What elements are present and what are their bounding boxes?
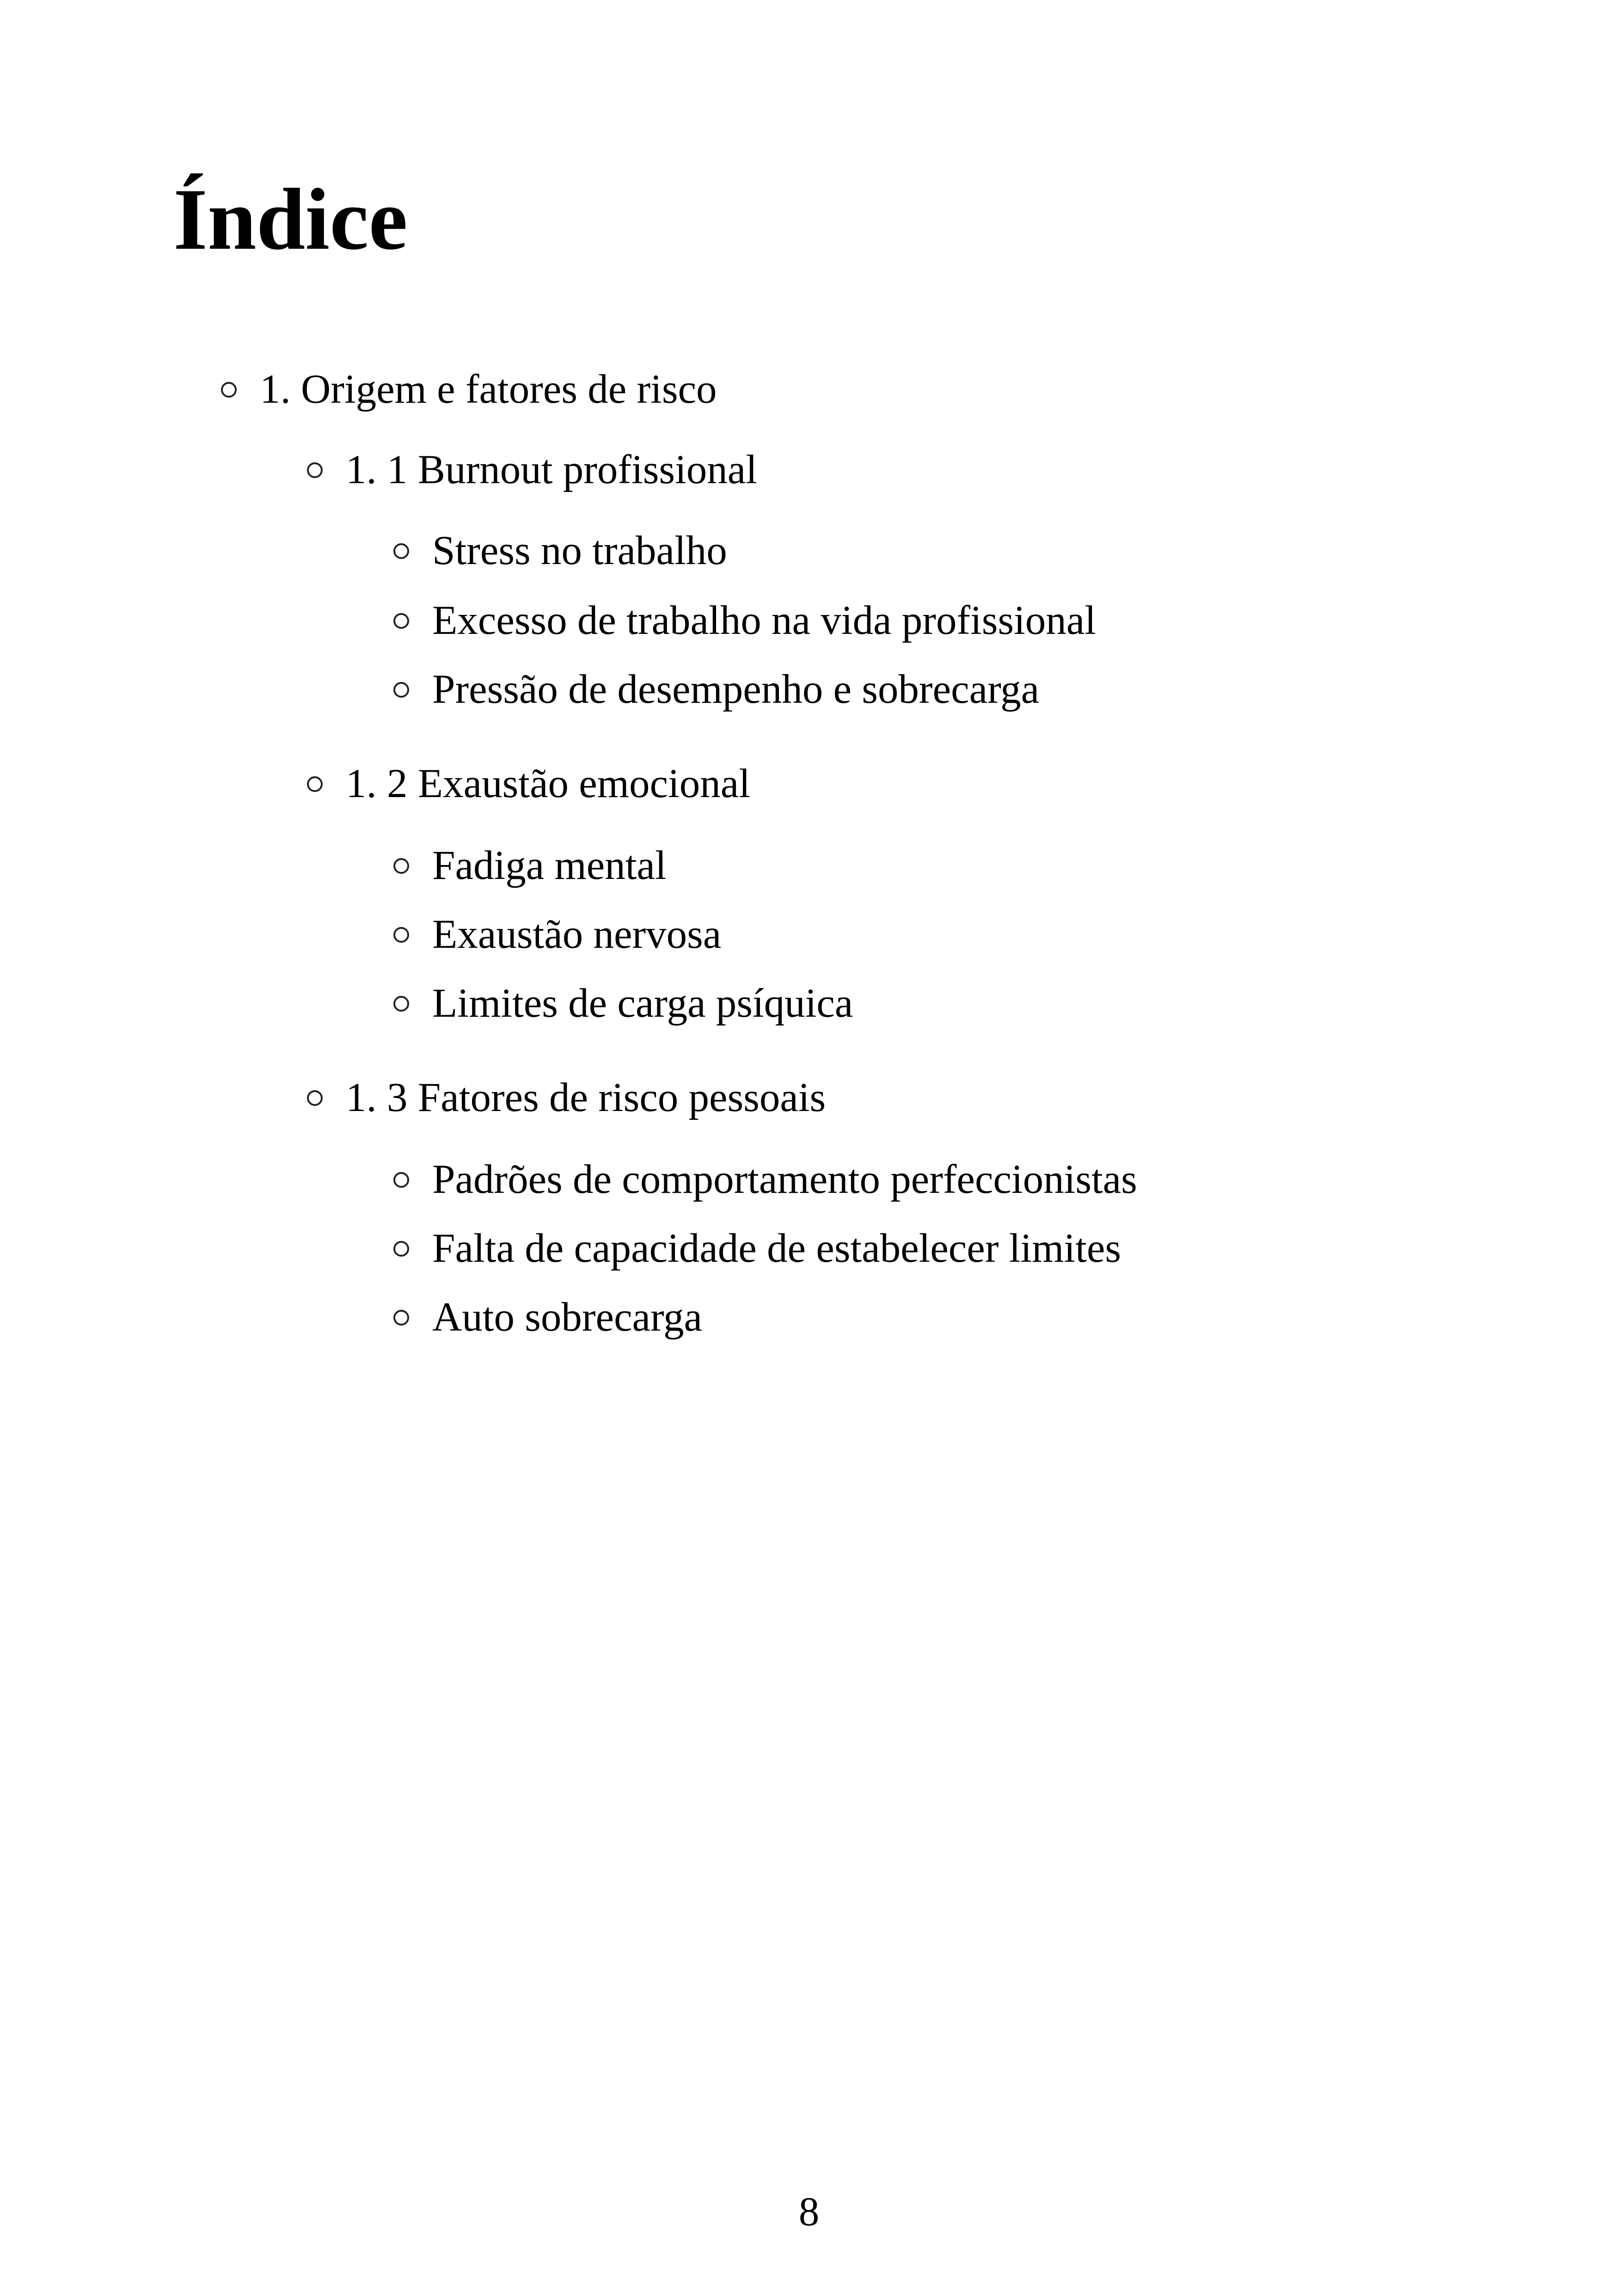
bullet-circle-icon <box>393 858 409 874</box>
toc-item[interactable] <box>393 983 853 1024</box>
toc-subsection-1-2[interactable] <box>307 763 750 804</box>
toc-subsection-label: 1. 2 Exaustão emocional <box>346 761 750 806</box>
bullet-circle-icon <box>393 682 409 698</box>
toc-item[interactable] <box>393 600 1096 641</box>
toc-item-label: Limites de carga psíquica <box>432 981 853 1026</box>
bullet-circle-icon <box>393 543 409 559</box>
toc-item-label: Pressão de desempenho e sobrecarga <box>432 667 1040 712</box>
toc-item[interactable] <box>393 914 721 955</box>
toc-item-label: Stress no trabalho <box>432 528 727 573</box>
bullet-circle-icon <box>393 1310 409 1326</box>
toc-item-label: Padrões de comportamento perfeccionistas <box>432 1157 1137 1202</box>
toc-item-label: Excesso de trabalho na vida profissional <box>432 598 1096 643</box>
toc-item-label: Exaustão nervosa <box>432 912 722 957</box>
toc-item-label: Falta de capacidade de estabelecer limites <box>432 1226 1121 1271</box>
page-number: 8 <box>798 2189 820 2235</box>
toc-item[interactable] <box>393 530 727 571</box>
toc-item-label: Auto sobrecarga <box>432 1295 703 1340</box>
toc-subsection-label: 1. 1 Burnout profissional <box>346 447 757 492</box>
bullet-circle-icon <box>393 996 409 1012</box>
toc-item[interactable] <box>393 845 667 886</box>
toc-item-label: Fadiga mental <box>432 843 667 888</box>
bullet-circle-icon <box>393 1241 409 1257</box>
bullet-circle-icon <box>307 1090 323 1106</box>
page-title: Índice <box>173 171 408 268</box>
bullet-circle-icon <box>393 927 409 943</box>
toc-item[interactable] <box>393 1228 1121 1269</box>
bullet-circle-icon <box>393 1172 409 1188</box>
bullet-circle-icon <box>393 613 409 629</box>
toc-subsection-label: 1. 3 Fatores de risco pessoais <box>346 1075 826 1120</box>
toc-section-label: 1. Origem e fatores de risco <box>260 367 717 412</box>
toc-item[interactable] <box>393 1297 702 1338</box>
toc-item[interactable] <box>393 1159 1137 1200</box>
toc-subsection-1-3[interactable] <box>307 1077 826 1118</box>
toc-item[interactable] <box>393 669 1039 710</box>
toc-subsection-1-1[interactable] <box>307 449 757 491</box>
bullet-circle-icon <box>307 776 323 792</box>
bullet-circle-icon <box>221 382 237 398</box>
toc-section-1[interactable] <box>221 369 717 410</box>
bullet-circle-icon <box>307 462 323 478</box>
